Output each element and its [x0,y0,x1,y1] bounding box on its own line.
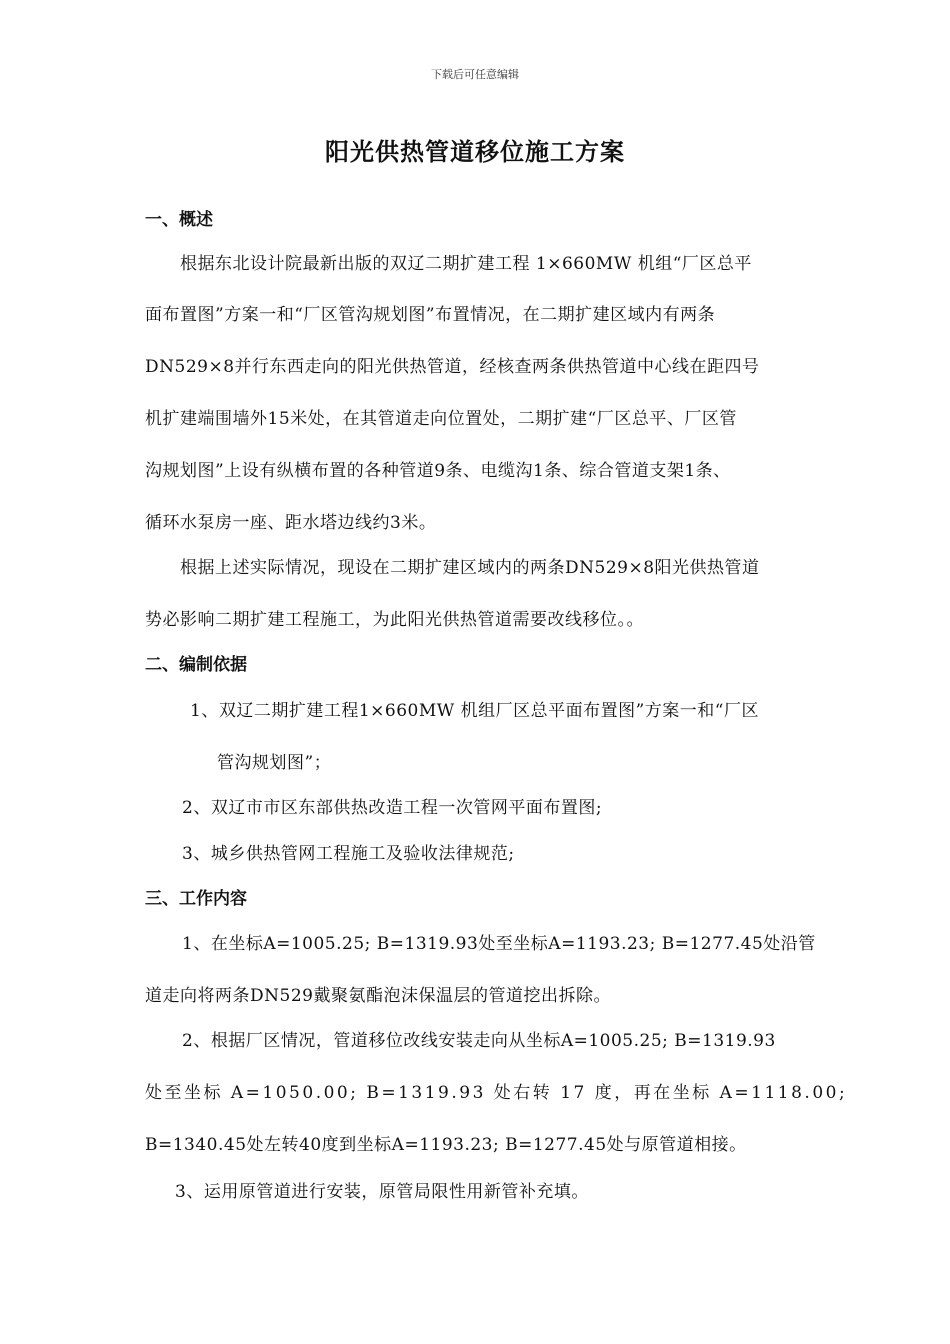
list-item-continuation: 管沟规划图”； [217,753,332,773]
section-heading-work-content: 三、工作内容 [145,889,247,909]
paragraph-line: 处至坐标 A=1050.00; B=1319.93 处右转 17 度，再在坐标 A=1118.00; [145,1083,848,1103]
paragraph-line: 机扩建端围墙外15米处，在其管道走向位置处，二期扩建“厂区总平、厂区管 [145,409,737,429]
paragraph-line: 2、根据厂区情况，管道移位改线安装走向从坐标A=1005.25; B=1319.93 [182,1031,776,1051]
list-item: 3、城乡供热管网工程施工及验收法律规范; [182,844,515,864]
paragraph-line: 循环水泵房一座、距水塔边线约3米。 [145,513,437,533]
list-item: 1、双辽二期扩建工程1×660MW 机组厂区总平面布置图”方案一和“厂区 [190,701,759,721]
list-item: 2、双辽市市区东部供热改造工程一次管网平面布置图; [182,798,603,818]
section-heading-overview: 一、概述 [145,210,213,230]
page-header: 下载后可任意编辑 [431,68,519,81]
paragraph-line: 根据上述实际情况，现设在二期扩建区域内的两条DN529×8阳光供热管道 [180,558,760,578]
paragraph-line: DN529×8并行东西走向的阳光供热管道，经核查两条供热管道中心线在距四号 [145,357,760,377]
paragraph-line: 根据东北设计院最新出版的双辽二期扩建工程 1×660MW 机组“厂区总平 [180,254,752,274]
paragraph-line: 沟规划图”上设有纵横布置的各种管道9条、电缆沟1条、综合管道支架1条、 [145,461,731,481]
document-title: 阳光供热管道移位施工方案 [325,138,625,166]
paragraph-line: 3、运用原管道进行安装，原管局限性用新管补充填。 [175,1182,589,1202]
paragraph-line: 1、在坐标A=1005.25; B=1319.93处至坐标A=1193.23; B=1277.45处沿管 [182,934,816,954]
paragraph-line: 势必影响二期扩建工程施工，为此阳光供热管道需要改线移位。。 [145,610,644,630]
paragraph-line: 面布置图”方案一和“厂区管沟规划图”布置情况，在二期扩建区域内有两条 [145,305,716,325]
paragraph-line: B=1340.45处左转40度到坐标A=1193.23; B=1277.45处与原管道相接。 [145,1135,747,1155]
section-heading-basis: 二、编制依据 [145,655,247,675]
paragraph-line: 道走向将两条DN529戴聚氨酯泡沫保温层的管道挖出拆除。 [145,986,611,1006]
